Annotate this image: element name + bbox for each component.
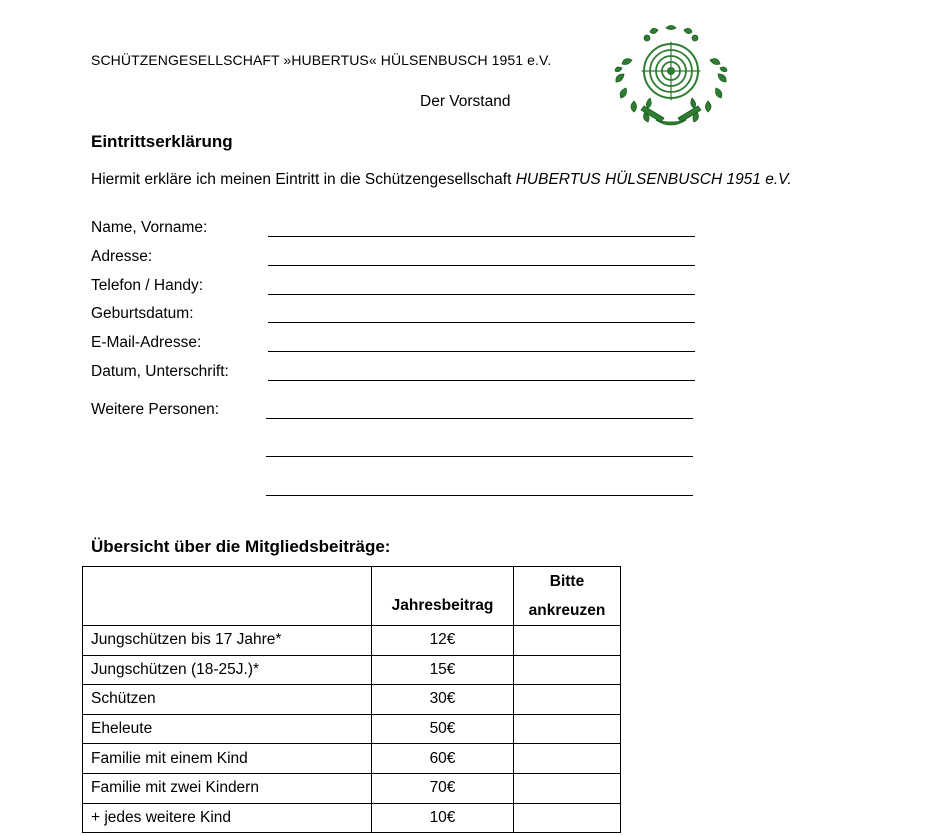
target-icon — [642, 42, 700, 100]
field-line-date-signature[interactable] — [268, 380, 695, 381]
intro-text-main: Hiermit erkläre ich meinen Eintritt in die Schützengesellschaft — [91, 171, 516, 188]
fees-title: Übersicht über die Mitgliedsbeiträge: — [91, 537, 391, 556]
field-line-other-persons-2[interactable] — [266, 456, 693, 457]
fee-checkbox[interactable] — [514, 803, 621, 833]
table-row — [83, 803, 621, 833]
fee-category: Jungschützen bis 17 Jahre* — [83, 626, 372, 656]
fee-checkbox[interactable] — [514, 714, 621, 744]
fee-category: Jungschützen (18-25J.)* — [83, 655, 372, 685]
table-row — [83, 626, 621, 656]
organization-name: SCHÜTZENGESELLSCHAFT »HUBERTUS« HÜLSENBUSCH 1951 e.V. — [91, 52, 552, 68]
fee-amount: 70€ — [372, 773, 514, 803]
fees-header-check-line1: Bitte — [549, 573, 585, 590]
intro-text — [91, 171, 792, 189]
fee-checkbox[interactable] — [514, 744, 621, 774]
fees-header-check-line2: ankreuzen — [528, 602, 606, 619]
intro-club-name: HUBERTUS HÜLSENBUSCH 1951 e.V. — [515, 171, 792, 188]
fee-checkbox[interactable] — [514, 626, 621, 656]
fee-checkbox[interactable] — [514, 685, 621, 715]
field-line-phone[interactable] — [268, 294, 695, 295]
field-line-other-persons-3[interactable] — [266, 495, 693, 496]
fee-category: Schützen — [83, 685, 372, 715]
field-line-name[interactable] — [268, 236, 695, 237]
field-line-email[interactable] — [268, 351, 695, 352]
fees-header-row — [83, 567, 621, 626]
field-label-other-persons: Weitere Personen: — [91, 401, 220, 418]
fee-category: + jedes weitere Kind — [83, 803, 372, 833]
fee-amount: 10€ — [372, 803, 514, 833]
fee-category: Eheleute — [83, 714, 372, 744]
field-label-address: Adresse: — [91, 248, 153, 265]
form-title: Eintrittserklärung — [91, 132, 233, 151]
field-label-date-signature: Datum, Unterschrift: — [91, 363, 229, 380]
field-label-email: E-Mail-Adresse: — [91, 334, 202, 351]
fees-header-check — [514, 567, 621, 626]
fee-amount: 12€ — [372, 626, 514, 656]
fees-header-annual: Jahresbeitrag — [372, 567, 514, 626]
fees-header-category — [83, 567, 372, 626]
table-row — [83, 744, 621, 774]
club-emblem-target-icon — [614, 24, 728, 130]
table-row — [83, 714, 621, 744]
fee-amount: 30€ — [372, 685, 514, 715]
field-label-name: Name, Vorname: — [91, 219, 208, 236]
field-label-phone: Telefon / Handy: — [91, 277, 204, 294]
fees-table — [82, 566, 621, 833]
fee-amount: 60€ — [372, 744, 514, 774]
table-row — [83, 773, 621, 803]
field-line-other-persons-1[interactable] — [266, 418, 693, 419]
fee-checkbox[interactable] — [514, 773, 621, 803]
field-line-birthdate[interactable] — [268, 322, 695, 323]
department-label: Der Vorstand — [420, 93, 511, 110]
table-row — [83, 655, 621, 685]
fee-amount: 15€ — [372, 655, 514, 685]
field-line-address[interactable] — [268, 265, 695, 266]
fee-checkbox[interactable] — [514, 655, 621, 685]
table-row — [83, 685, 621, 715]
fee-category: Familie mit zwei Kindern — [83, 773, 372, 803]
fee-amount: 50€ — [372, 714, 514, 744]
fee-category: Familie mit einem Kind — [83, 744, 372, 774]
field-label-birthdate: Geburtsdatum: — [91, 305, 194, 322]
